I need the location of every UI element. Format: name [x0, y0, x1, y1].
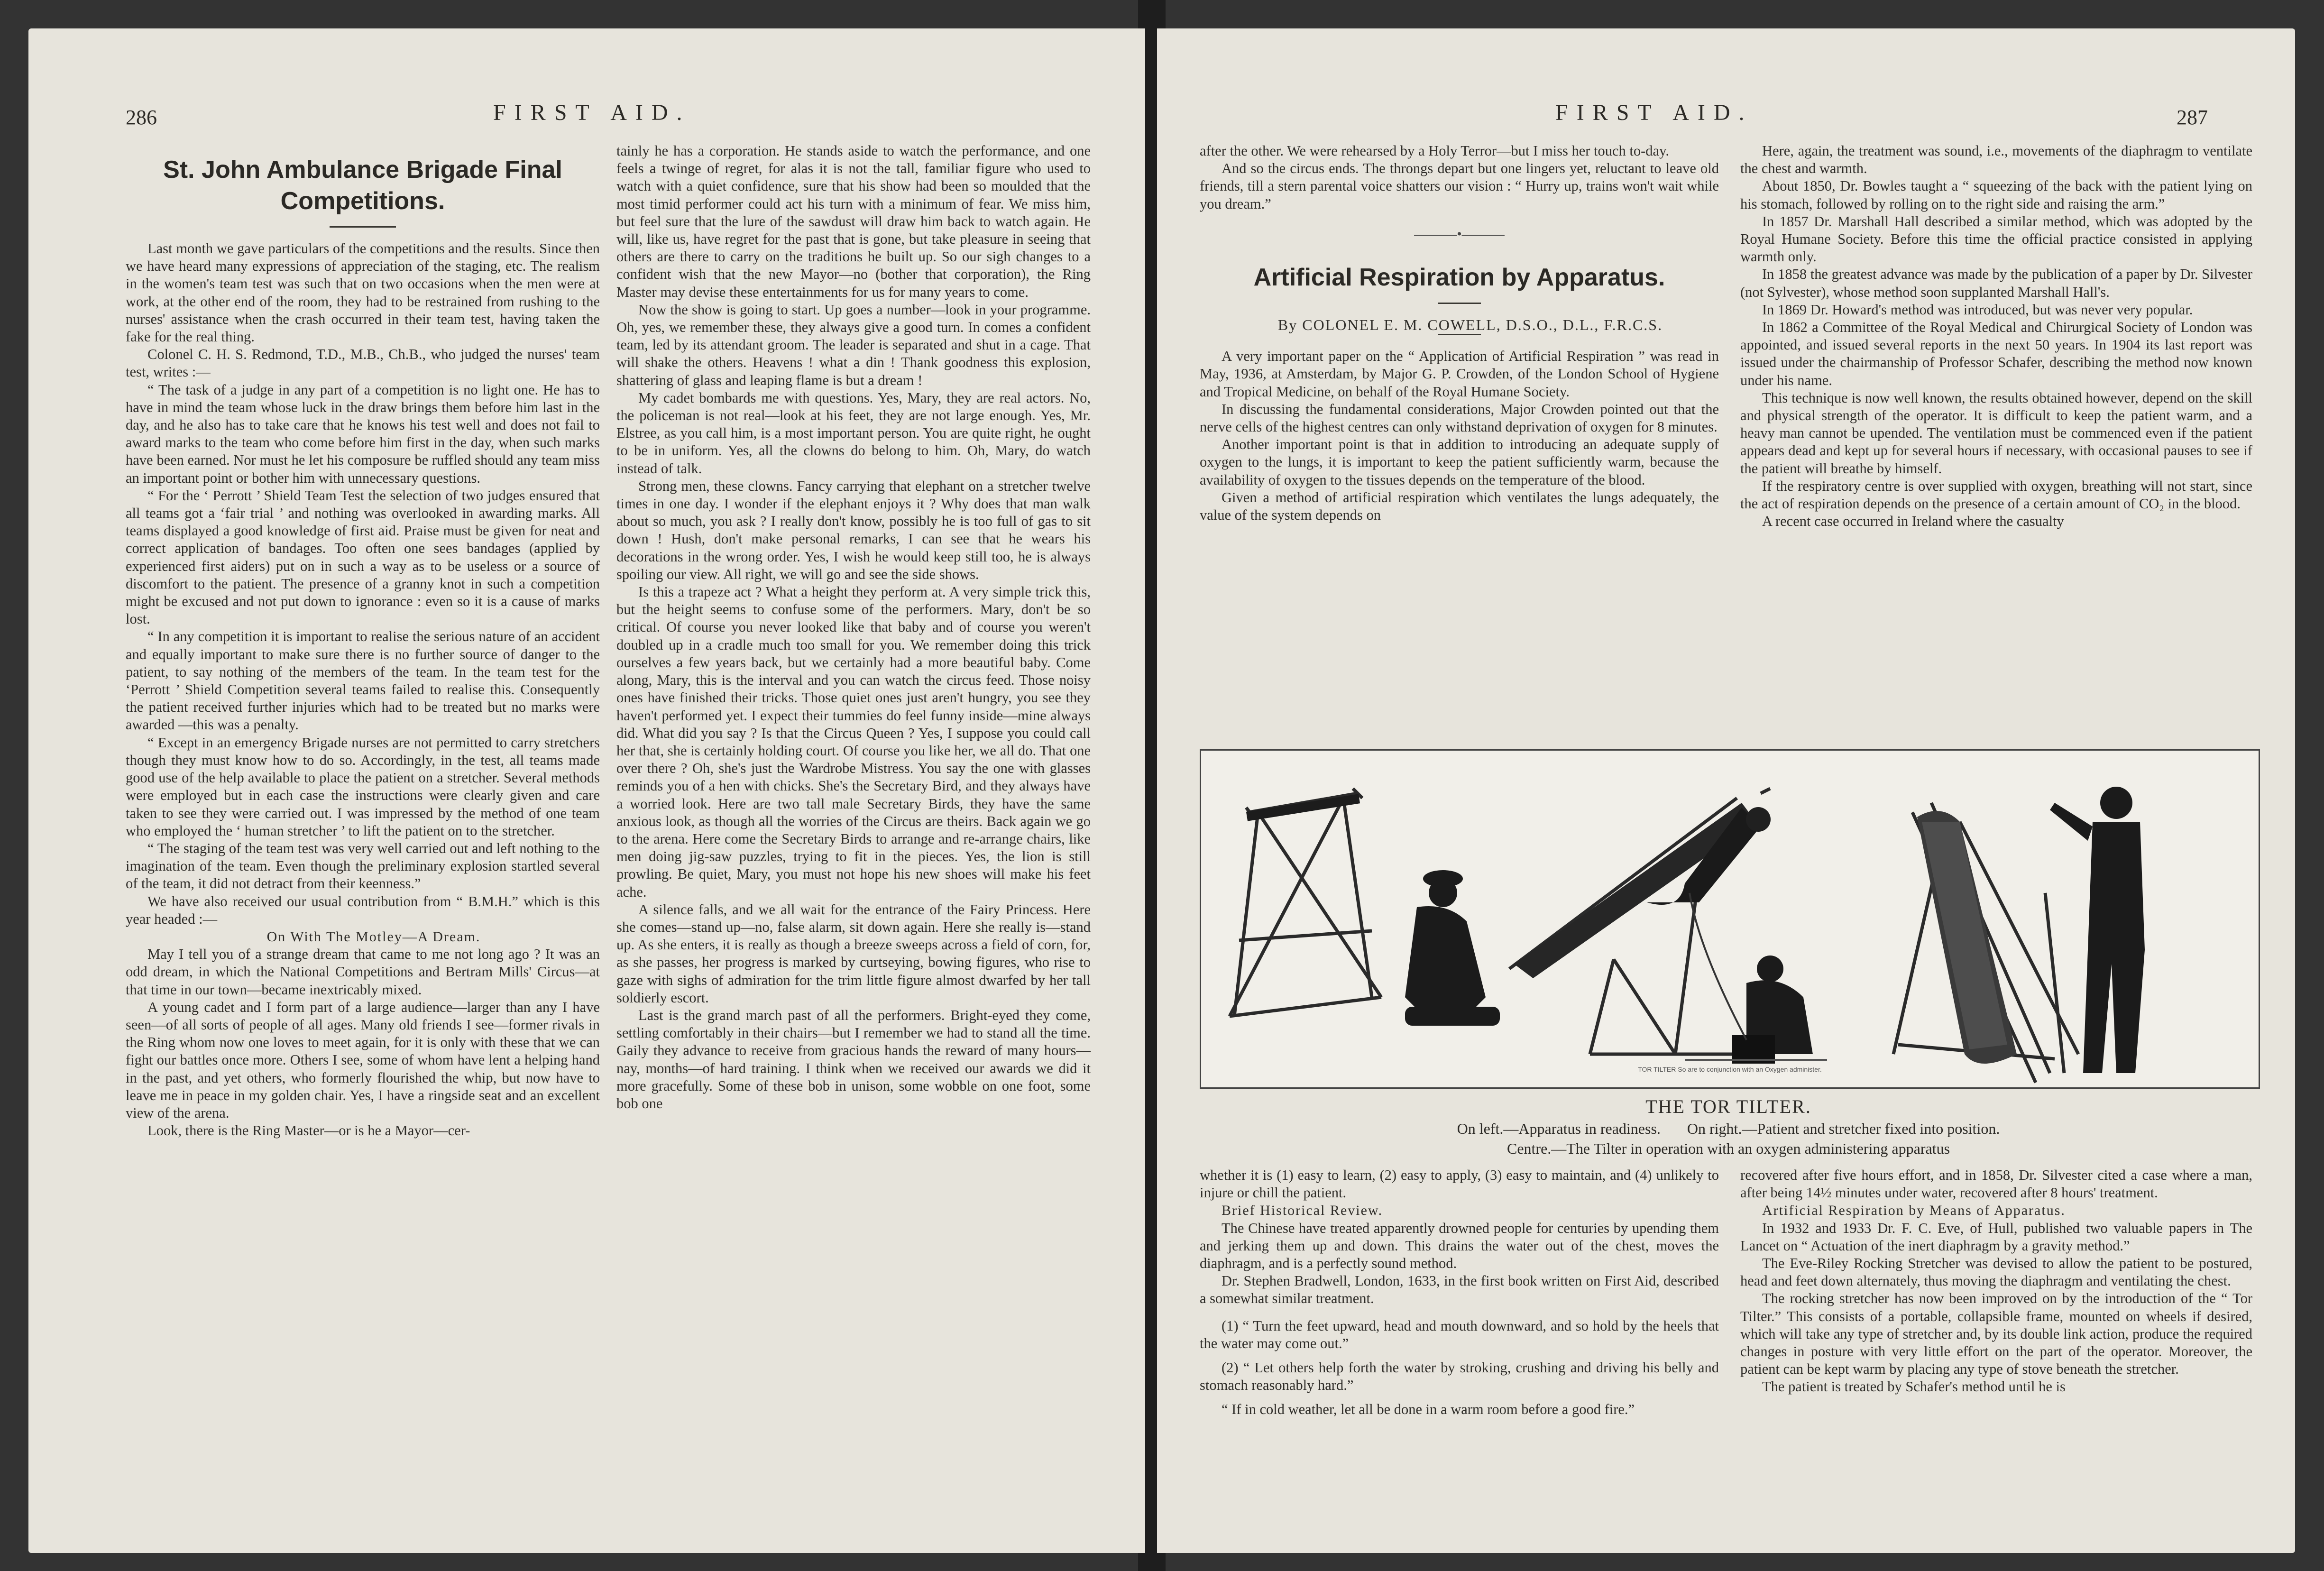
paragraph: About 1850, Dr. Bowles taught a “ squeezing of the back with the patient lying on his stomach, followed by rolling on to the right side and raising the arm.” [1740, 178, 2252, 212]
paragraph: The rocking stretcher has now been improved on by the introduction of the “ Tor Tilter.” This consists of a portable, collapsible frame, mounted on wheels if desired, which will take any type of stretcher and, by its double link action, produce the required changes in posture with very little effort on the part of the operator. Moreover, the patient can be kept warm by placing any type of stove beneath the stretcher. [1740, 1290, 2252, 1378]
figure-caption-line-1: On left.—Apparatus in readiness. On right.—Patient and stretcher fixed into position. [1457, 1120, 2000, 1137]
paragraph: We have also received our usual contribution from “ B.M.H.” which is this year headed :— [126, 893, 600, 927]
title-rule [1438, 303, 1481, 304]
byline: By COLONEL E. M. COWELL, D.S.O., D.L., F.R.C.S. [1277, 316, 1663, 334]
numbered-quote: (1) “ Turn the feet upward, head and mouth downward, and so hold by the heels that the water may come out.” [1200, 1317, 1719, 1351]
paragraph: “ For the ‘ Perrott ’ Shield Team Test the selection of two judges ensured that all teams got a ‘fair trial ’ and nothing was overlooked in awarding marks. All teams displayed a good knowledge of first aid. Praise must be given for neat and correct application of bandages. Too often one sees bandages (applied by experienced first aiders) put on in such a way as to be useless or a source of discomfort to the patient. The presence of a granny knot in such a competition might be excused and not put down to ignorance : even so it is a cause of marks lost. [126, 487, 600, 627]
paragraph: “ In any competition it is important to realise the serious nature of an accident and equally important to make sure there is no further source of danger to the patient, to say nothing of the members of the team. In the team test for the ‘Perrott ’ Shield Competition several teams failed to realise this. Consequently the patient received further injuries which had to be treated but no marks were awarded —this was a penalty. [126, 628, 600, 733]
paragraph: The Eve-Riley Rocking Stretcher was devised to allow the patient to be postured, head and feet down alternately, thus moving the diaphragm and ventilating the chest. [1740, 1255, 2252, 1289]
section-subhead: On With The Motley—A Dream. [266, 928, 481, 945]
paragraph: Look, there is the Ring Master—or is he a Mayor—cer- [147, 1122, 470, 1139]
paragraph: In 1857 Dr. Marshall Hall described a similar method, which was adopted by the Royal Humane Society. Before this time the official practice consisted in applying warmth only. [1740, 213, 2252, 265]
paragraph: May I tell you of a strange dream that came to me not long ago ? It was an odd dream, in which the National Competitions and Bertram Mills' Circus—at that time in our town—became inextricably mixed. [126, 946, 600, 998]
left-page [28, 28, 1145, 1553]
right-column-2-top [1740, 142, 2252, 530]
paragraph: In 1869 Dr. Howard's method was introduced, but was never very popular. [1762, 301, 2193, 318]
paragraph: If the respiratory centre is over supplied with oxygen, breathing will not start, since the act of respiration depends on the presence of a certain amount of CO₂ in the blood. [1740, 478, 2252, 512]
paragraph: Given a method of artificial respiration which ventilates the lungs adequately, the value of the system depends on [1200, 489, 1719, 524]
paragraph: The Chinese have treated apparently drowned people for centuries by upending them and jerking them up and down. This drains the water out of the chest, moves the diaphragm, and is a perfectly sound method. [1200, 1220, 1719, 1272]
numbered-quote: (2) “ Let others help forth the water by stroking, crushing and driving his belly and stomach reasonably hard.” [1200, 1360, 1719, 1394]
page-number: 286 [126, 106, 157, 129]
numbered-quote: “ If in cold weather, let all be done in a warm room before a good fire.” [1222, 1401, 1635, 1418]
paragraph: recovered after five hours effort, and in 1858, Dr. Silvester cited a case where a man, after being 14½ minutes under water, recovered after 8 hours' treatment. [1740, 1167, 2252, 1201]
paragraph: A recent case occurred in Ireland where the casualty [1762, 513, 2064, 530]
section-subhead: Artificial Respiration by Means of Apparatus. [1762, 1203, 2066, 1219]
paragraph: The patient is treated by Schafer's method until he is [1762, 1378, 2066, 1395]
paragraph: Last month we gave particulars of the competitions and the results. Since then we have heard many expressions of appreciation of the staging, etc. The realism in the women's team test was such that on two occasions when the men were at work, at the other end of the room, they had to be restrained from rushing to the nurses' assistance when the crash occurred in their team test, having taken the fake for the real thing. [126, 240, 600, 345]
paragraph: In 1862 a Committee of the Royal Medical and Chirurgical Society of London was appointed, and issued several reports in the next 50 years. In 1904 its last report was issued under the chairmanship of Professor Schafer, describing the method now known under his name. [1740, 319, 2252, 388]
paragraph: tainly he has a corporation. He stands aside to watch the performance, and one feels a twinge of regret, for alas it is not the tall, familiar figure who used to watch with a quiet confidence, sure that his show had been so moulded that the most timid performer could act his turn with a minimum of fear. We miss him, but feel sure that the lure of the sawdust will draw him back to watch again. He will, like us, have regret for the past that is gone, but take pleasure in seeing that others are there to carry on the traditions he built up. So our sigh changes to a confident wish that the new Mayor—no (bother that corporation), the Ring Master may devise these entertainments for us for many years to come. [616, 143, 1091, 300]
figure-caption-title: THE TOR TILTER. [1645, 1096, 1811, 1117]
paragraph: In discussing the fundamental considerations, Major Crowden pointed out that the nerve cells of the highest centres can only withstand deprivation of oxygen for 8 minutes. [1200, 401, 1719, 435]
paragraph: Another important point is that in addition to introducing an adequate supply of oxygen to the lungs, it is important to keep the patient sufficiently warm, because the availability of oxygen to the tissues depends on the temperature of the blood. [1200, 436, 1719, 488]
paragraph: “ The staging of the team test was very well carried out and left nothing to the imagination of the team. Even though the preliminary explosion startled several of the team, it did not detract from their keenness.” [126, 840, 600, 892]
right-column-2-bottom [1740, 1167, 2252, 1396]
paragraph: A silence falls, and we all wait for the entrance of the Fairy Princess. Here she comes—stand up—no, false alarm, sit down again. Here she really is—stand up. As she enters, it is really as though a breeze sweeps across a field of corn, for, as she passes, her progress is marked by curtseying, bowing figures, who rise to gaze with sighs of admiration for the trim little figure almost dwarfed by her tall soldierly escort. [616, 901, 1091, 1006]
figure-inner-label: TOR TILTER So are to conjunction with an Oxygen administer. [1638, 1066, 1822, 1073]
paragraph: In 1932 and 1933 Dr. F. C. Eve, of Hull, published two valuable papers in The Lancet on “ Actuation of the inert diaphragm by a gravity method.” [1740, 1220, 2252, 1254]
paragraph: My cadet bombards me with questions. Yes, Mary, they are real actors. No, the policeman is not real—look at his feet, they are not large enough. Yes, Mr. Elstree, as you call him, is a most important person. You are quite right, he ought to be in uniform. Yes, all the clowns do belong to him. Oh, Mary, do watch instead of talk. [616, 389, 1091, 477]
paragraph: A very important paper on the “ Application of Artificial Respiration ” was read in May, 1936, at Amsterdam, by Major G. P. Crowden, of the London School of Hygiene and Tropical Medicine, on behalf of the Royal Humane Society. [1200, 348, 1719, 400]
left-column-1 [126, 154, 600, 1139]
title-rule [330, 226, 396, 228]
paragraph: Now the show is going to start. Up goes a number—look in your programme. Oh, yes, we remember these, they always give a good turn. In comes a confident team, led by its attendant groom. The leader is separated and shut in a cage. That will shake the others. Heavens ! what a din ! Thank goodness this explosion, shattering of glass and leaping flame is but a dream ! [616, 301, 1091, 388]
article-title: St. John Ambulance Brigade Final Competitions. [163, 156, 562, 215]
section-divider: ———•——— [1414, 226, 1505, 242]
right-column-1-bottom [1200, 1167, 1719, 1419]
paragraph: Here, again, the treatment was sound, i.e., movements of the diaphragm to ventilate the chest and warmth. [1740, 143, 2252, 177]
paragraph: Last is the grand march past of all the performers. Bright-eyed they come, settling comfortably in their chairs—but I remember we had to stand all the time. Gaily they advance to receive from gracious hands the reward of many hours—nay, months—of hard training. I think when we received our awards we did it more gracefully. Some of these bob in unison, some wobble on one foot, some bob one [616, 1007, 1091, 1112]
paragraph: after the other. We were rehearsed by a Holy Terror—but I miss her touch to-day. [1200, 143, 1669, 159]
figure-caption-line-2: Centre.—The Tilter in operation with an oxygen administering apparatus [1506, 1140, 1950, 1157]
paragraph: And so the circus ends. The throngs depart but one lingers yet, reluctant to leave old friends, till a stern parental voice shatters our vision : “ Hurry up, trains won't wait while you dream.” [1200, 160, 1719, 212]
byline-rule [1438, 334, 1481, 335]
page-number: 287 [2177, 106, 2208, 129]
running-head: FIRST AID. [493, 100, 691, 125]
paragraph: Strong men, these clowns. Fancy carrying that elephant on a stretcher twelve times in one day. I wonder if the elephant enjoys it ? Why does that man walk about so much, you ask ? I really don't know, possibly he is too full of gas to sit down ! Hush, don't make personal remarks, I can see that he wears his decorations in the wrong order. Yes, I wish he would keep still too, he is always spoiling our view. All right, we will go and see the side shows. [616, 478, 1091, 582]
tor-tilter-illustration [1201, 751, 2259, 1087]
paragraph: Is this a trapeze act ? What a height they perform at. A very simple trick this, but the height seems to confuse some of the performers. Mary, don't be so critical. Of course you never looked like that baby and of course you weren't doubled up in a cradle much too small for you. We remember doing this trick ourselves a few years back, but we certainly had a more beautiful baby. Come along, Mary, this is the interval and you can watch the circus feed. Those noisy ones have finished their tricks. Those quiet ones just aren't hungry, you see they haven't performed yet. I expect their tummies do feel funny inside—mine always did. What did you say ? Is that the Circus Queen ? Yes, I suppose you could call her that, she is certainly holding court. Of course you like her, we all do. That one over there ? Oh, she's just the Wardrobe Mistress. You say the one with glasses reminds you of a hen with chicks. She's the Secretary Bird, and they always have a worried look. Here are two tall male Secretary Birds, they have the same anxious look, as though all the worries of the Circus are theirs. Back again we go to the arena. Here come the Secretary Birds to arrange and re-arrange chairs, like men doing jig-saw puzzles, trying to fit in the pieces. Yes, the lion is still prowling. Be quiet, Mary, you must not hope his new shoes will make his feet ache. [616, 584, 1091, 900]
paragraph: In 1858 the greatest advance was made by the publication of a paper by Dr. Silvester (not Sylvester), whose method soon supplanted Marshall Hall's. [1740, 266, 2252, 300]
tor-tilter-photograph [1200, 749, 2260, 1089]
right-column-1-top [1200, 142, 1719, 524]
paragraph: Dr. Stephen Bradwell, London, 1633, in the first book written on First Aid, described a somewhat similar treatment. [1200, 1273, 1719, 1307]
paragraph: “ The task of a judge in any part of a competition is no light one. He has to have in mind the team whose luck in the draw brings them before him last in the day, and he also has to take care that he knows his test well and does not fail to award marks to the team who come before him first in the day, when such marks have been earned. Nor must he let his composure be ruffled should any team miss an important point or bother him with unnecessary questions. [126, 381, 600, 486]
paragraph: A young cadet and I form part of a large audience—larger than any I have seen—of all sorts of people of all ages. Many old friends I see—former rivals in the Ring whom now one loves to meet again, for it is only with these that we can fight our battles once more. Others I see, some of whom have lent a helping hand in the past, and yet others, who formerly flourished the whip, but now have to leave me in peace in my golden chair. Yes, I have a ringside seat and an excellent view of the arena. [126, 999, 600, 1121]
section-subhead: Brief Historical Review. [1222, 1203, 1383, 1219]
running-head: FIRST AID. [1555, 100, 1753, 125]
right-page [1157, 28, 2295, 1553]
paragraph: This technique is now well known, the results obtained however, depend on the skill and physical strength of the operator. It is difficult to keep the patient warm, and a heavy man cannot be upended. The ventilation must be commenced even if the patient appears dead and kept up for several hours if necessary, with occasional pauses to see if the patient will breathe by himself. [1740, 389, 2252, 477]
left-column-2 [616, 142, 1091, 1112]
paragraph: Colonel C. H. S. Redmond, T.D., M.B., Ch.B., who judged the nurses' team test, writes :— [126, 346, 600, 380]
paragraph: “ Except in an emergency Brigade nurses are not permitted to carry stretchers though they must know how to do so. Accordingly, in the test, all teams made good use of the help available to place the patient on a stretcher. Several methods were employed but in each case the instructions were clearly given and care taken to see they were carried out. I was impressed by the method of one team who employed the ‘ human stretcher ’ to lift the patient on to the stretcher. [126, 734, 600, 839]
paragraph: whether it is (1) easy to learn, (2) easy to apply, (3) easy to maintain, and (4) unlikely to injure or chill the patient. [1200, 1167, 1719, 1201]
article-title: Artificial Respiration by Apparatus. [1253, 264, 1665, 292]
